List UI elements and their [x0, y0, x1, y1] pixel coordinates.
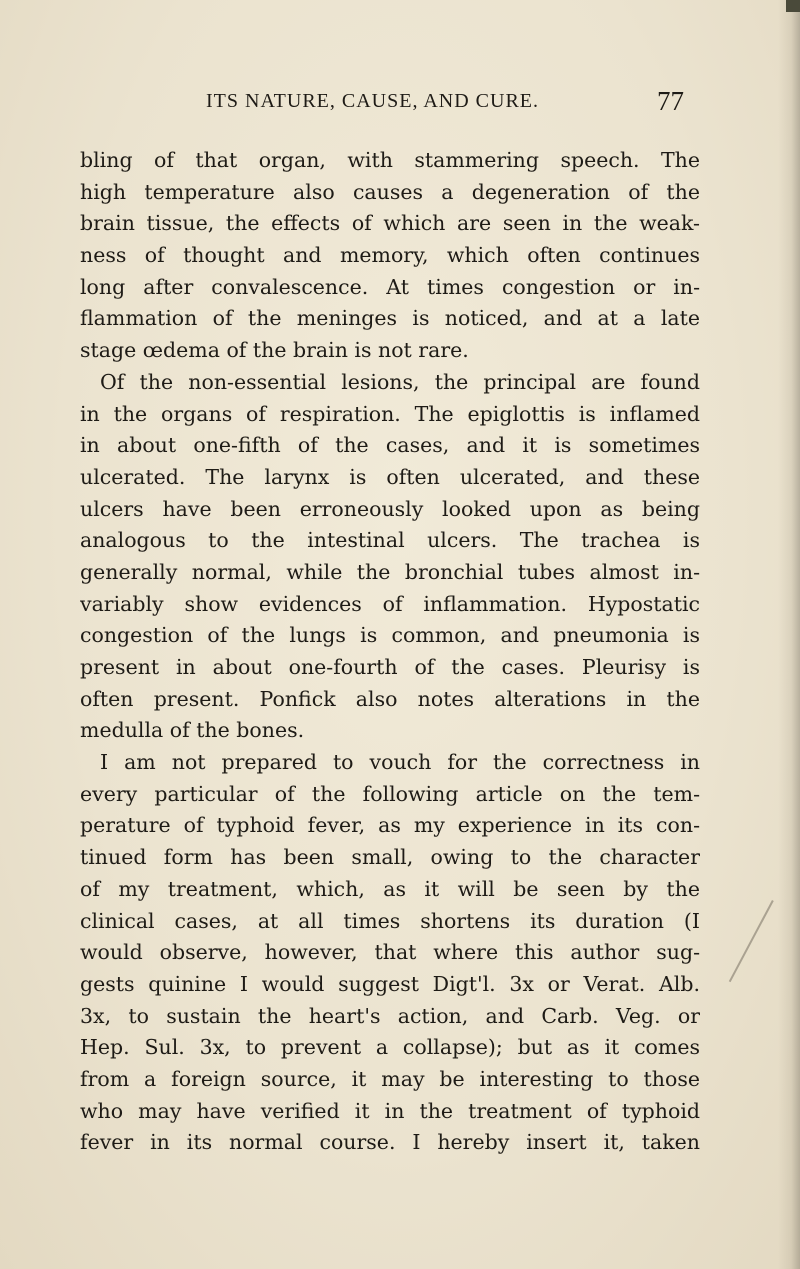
text-line: perature of typhoid fever, as my experience in its con- [80, 813, 700, 838]
text-line: every particular of the following article on the tem- [80, 781, 700, 806]
running-title: ITS NATURE, CAUSE, AND CURE. [206, 90, 540, 112]
text-line: generally normal, while the bronchial tubes almost in- [80, 559, 700, 584]
text-line: of my treatment, which, as it will be seen by the [80, 876, 700, 901]
corner-mark [786, 0, 800, 12]
text-line: brain tissue, the effects of which are seen in the weak- [80, 211, 700, 236]
text-line: I am not prepared to vouch for the correctness in [100, 750, 700, 775]
text-line: present in about one-fourth of the cases. Pleurisy is [80, 655, 700, 679]
text-line: clinical cases, at all times shortens its duration (I [80, 908, 700, 933]
text-line: ness of thought and memory, which often continues [80, 243, 700, 268]
text-line: from a foreign source, it may be interesting to those [80, 1066, 700, 1091]
text-line: 3x, to sustain the heart's action, and Carb. Veg. or [80, 1003, 700, 1028]
text-line: ulcerated. The larynx is often ulcerated, and these [80, 464, 700, 489]
text-line: long after convalescence. At times congestion or in- [80, 274, 700, 299]
text-line: bling of that organ, with stammering speech. The [80, 148, 700, 172]
text-line: would observe, however, that where this author sug- [80, 940, 700, 965]
page-edge-shadow [778, 0, 800, 1269]
text-line: stage œdema of the brain is not rare. [80, 338, 469, 363]
running-header [0, 86, 800, 120]
text-line: who may have verified it in the treatment of typhoid [80, 1098, 700, 1123]
page-number: 77 [657, 86, 684, 116]
text-line: congestion of the lungs is common, and pneumonia is [80, 623, 700, 648]
text-line: fever in its normal course. I hereby insert it, taken [80, 1130, 700, 1155]
text-line: tinued form has been small, owing to the character [80, 845, 700, 870]
text-line: flammation of the meninges is noticed, and at a late [80, 306, 700, 331]
margin-pencil-mark [729, 900, 774, 982]
text-line: high temperature also causes a degeneration of the [80, 179, 700, 204]
text-line: in the organs of respiration. The epiglottis is inflamed [80, 401, 700, 426]
text-line: Of the non-essential lesions, the principal are found [100, 369, 700, 394]
text-line: gests quinine I would suggest Digt'l. 3x or Verat. Alb. [80, 971, 700, 996]
text-line: ulcers have been erroneously looked upon as being [80, 496, 700, 521]
text-line: in about one-fifth of the cases, and it is sometimes [80, 433, 700, 458]
text-line: analogous to the intestinal ulcers. The trachea is [80, 528, 700, 553]
text-line: often present. Ponfick also notes alterations in the [80, 686, 700, 711]
body-text [80, 145, 700, 1159]
text-line: Hep. Sul. 3x, to prevent a collapse); but as it comes [80, 1035, 700, 1060]
text-line: variably show evidences of inflammation. Hypostatic [80, 591, 700, 616]
text-line: medulla of the bones. [80, 718, 305, 743]
